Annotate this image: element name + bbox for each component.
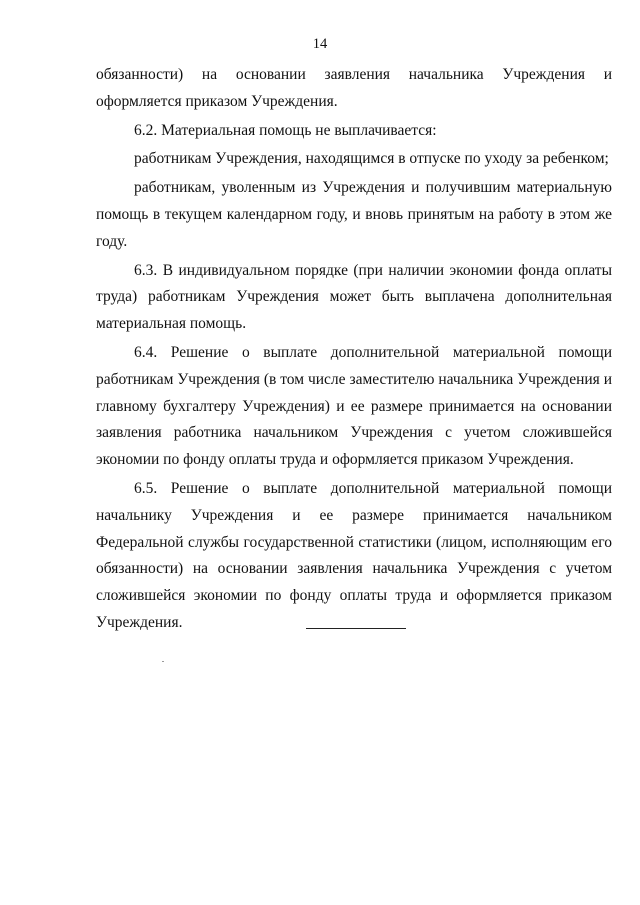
paragraph-6-3: 6.3. В индивидуальном порядке (при наличии экономии фонда оплаты труда) работникам Учреждения может быть выплачена дополнительная материальная помощь. (96, 261, 612, 333)
paragraph-6-5: 6.5. Решение о выплате дополнительной материальной помощи начальнику Учреждения и ее размере принимается начальником Федеральной службы государственной статистики (лицом, исполняющим его обязанности) на основании заявления начальника Учреждения с учетом сложившейся экономии по фонду оплаты труда и оформляется приказом Учреждения. (96, 479, 612, 631)
paragraph-6-4: 6.4. Решение о выплате дополнительной материальной помощи работникам Учреждения (в том числе заместителю начальника Учреждения и главному бухгалтеру Учреждения) и ее размере принимается на основании заявления работника начальником Учреждения с учетом сложившейся экономии по фонду оплаты труда и оформляется приказом Учреждения. (96, 343, 612, 469)
paragraph-continuation: обязанности) на основании заявления начальника Учреждения и оформляется приказом Учреждения. (96, 66, 612, 110)
paragraph-6-2: 6.2. Материальная помощь не выплачивается: (134, 121, 437, 139)
paragraph-6-2-item-2: работникам, уволенным из Учреждения и получившим материальную помощь в текущем календарном году, и вновь принятым на работу в этом же году. (96, 179, 612, 250)
page-number: 14 (312, 36, 328, 52)
scan-speck (162, 661, 164, 662)
document-body (96, 62, 612, 637)
end-of-text-rule (306, 628, 406, 629)
paragraph-6-2-item-1: работникам Учреждения, находящимся в отпуске по уходу за ребенком; (134, 150, 609, 168)
